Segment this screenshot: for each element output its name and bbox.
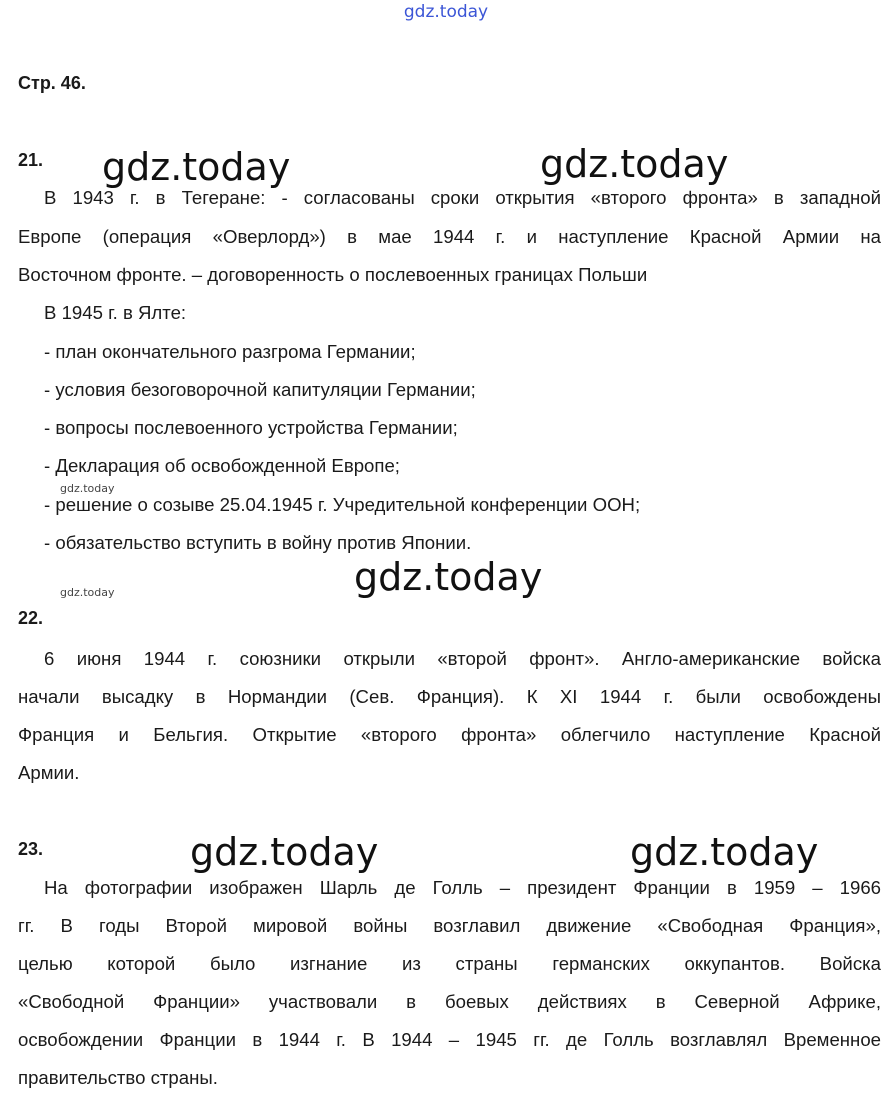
watermark-large: gdz.today	[190, 830, 379, 874]
watermark-small: gdz.today	[60, 586, 115, 599]
question-22-number: 22.	[18, 608, 44, 628]
watermark-large: gdz.today	[102, 145, 291, 189]
q23-line: правительство страны.	[18, 1067, 218, 1088]
q23-line: освобождении Франции в 1944 г. В 1944 – 1945 гг. де Голль возглавлял Временное	[18, 1029, 881, 1050]
watermark-small: gdz.today	[60, 482, 115, 495]
question-21-number: 21.	[18, 150, 44, 170]
q22-line: 6 июня 1944 г. союзники открыли «второй фронт». Англо-американские войска	[44, 648, 881, 669]
q21-line: Европе (операция «Оверлорд») в мае 1944 г. и наступление Красной Армии на	[18, 226, 881, 247]
q22-line: начали высадку в Нормандии (Сев. Франция). К XI 1944 г. были освобождены	[18, 686, 881, 707]
q21-list-item: - обязательство вступить в войну против Японии.	[44, 532, 472, 553]
q21-line: В 1943 г. в Тегеране: - согласованы сроки открытия «второго фронта» в западной	[44, 187, 881, 208]
q22-line: Франция и Бельгия. Открытие «второго фронта» облегчило наступление Красной	[18, 724, 881, 745]
q21-line: Восточном фронте. – договоренность о послевоенных границах Польши	[18, 264, 648, 285]
q23-line: На фотографии изображен Шарль де Голль – президент Франции в 1959 – 1966	[44, 877, 881, 898]
q23-line: «Свободной Франции» участвовали в боевых действиях в Северной Африке,	[18, 991, 881, 1012]
watermark-large: gdz.today	[354, 555, 543, 599]
q21-list-item: - условия безоговорочной капитуляции Германии;	[44, 379, 476, 400]
q21-line: В 1945 г. в Ялте:	[44, 302, 187, 323]
q23-line: целью которой было изгнание из страны германских оккупантов. Войска	[18, 953, 881, 974]
question-23-number: 23.	[18, 839, 44, 859]
top-watermark: gdz.today	[403, 2, 489, 22]
q21-list-item: - решение о созыве 25.04.1945 г. Учредительной конференции ООН;	[44, 494, 641, 515]
q21-list-item: - план окончательного разгрома Германии;	[44, 341, 416, 362]
page-label: Стр. 46.	[18, 73, 86, 93]
watermark-large: gdz.today	[630, 830, 819, 874]
q23-line: гг. В годы Второй мировой войны возглавил движение «Свободная Франция»,	[18, 915, 881, 936]
watermark-large: gdz.today	[540, 142, 729, 186]
q21-list-item: - Декларация об освобожденной Европе;	[44, 455, 400, 476]
q22-line: Армии.	[18, 762, 80, 783]
q21-list-item: - вопросы послевоенного устройства Германии;	[44, 417, 458, 438]
